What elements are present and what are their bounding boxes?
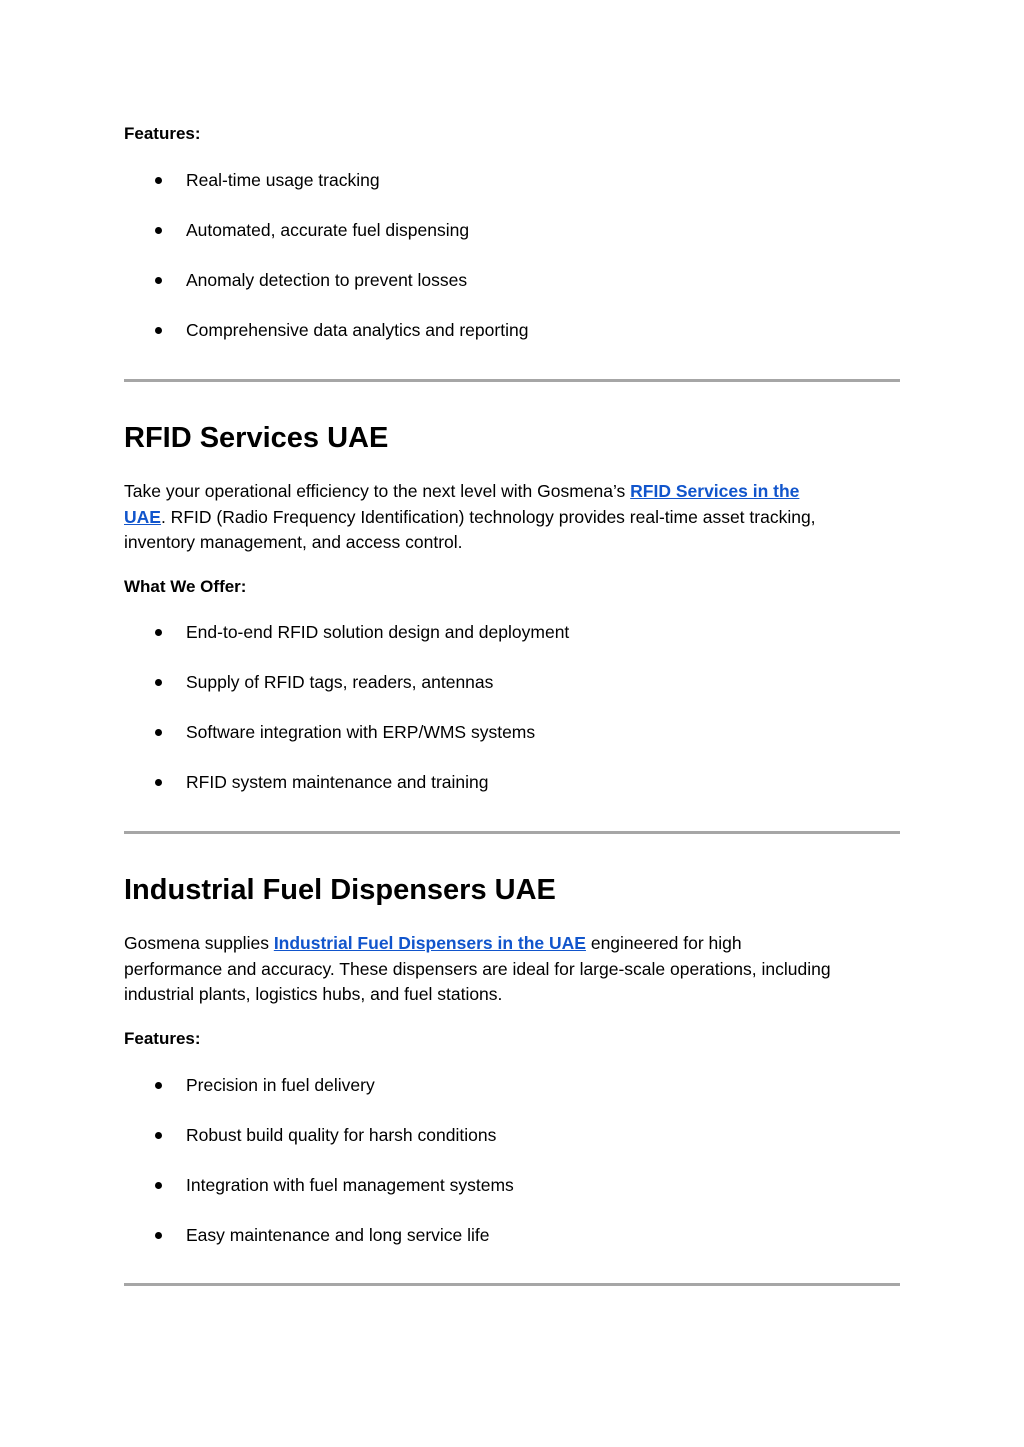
bullet-icon xyxy=(155,1182,162,1189)
list-item: Software integration with ERP/WMS systems xyxy=(124,722,569,772)
bullet-icon xyxy=(155,779,162,786)
list-item: End-to-end RFID solution design and deployment xyxy=(124,622,569,672)
section-title-dispensers: Industrial Fuel Dispensers UAE xyxy=(124,874,556,906)
bullet-icon xyxy=(155,1082,162,1089)
section-title-rfid: RFID Services UAE xyxy=(124,422,389,454)
features-label: Features: xyxy=(124,1029,201,1048)
list-item: Comprehensive data analytics and reporting xyxy=(124,320,528,370)
rfid-services-link[interactable]: RFID Services in the UAE xyxy=(124,481,800,527)
features-label: Features: xyxy=(124,124,201,143)
list-item: Easy maintenance and long service life xyxy=(124,1225,514,1275)
what-we-offer-label: What We Offer: xyxy=(124,577,247,596)
bullet-icon xyxy=(155,629,162,636)
dispensers-intro-paragraph: Gosmena supplies Industrial Fuel Dispensers in the UAE engineered for high performance and accuracy. These dispensers are ideal for large-scale operations, including industrial plants, logistics hubs, and fuel stations. xyxy=(124,933,831,1004)
bullet-icon xyxy=(155,679,162,686)
bullet-icon xyxy=(155,1132,162,1139)
industrial-fuel-dispensers-link[interactable]: Industrial Fuel Dispensers in the UAE xyxy=(273,933,586,953)
horizontal-rule xyxy=(124,831,900,834)
bullet-icon xyxy=(155,177,162,184)
bullet-icon xyxy=(155,327,162,334)
bullet-icon xyxy=(155,227,162,234)
rfid-intro-paragraph: Take your operational efficiency to the next level with Gosmena’s RFID Services in the UAE. RFID (Radio Frequency Identification) technology provides real-time asset tracking, inventory management, and access control. xyxy=(124,481,816,552)
offers-list xyxy=(124,622,569,822)
horizontal-rule xyxy=(124,1283,900,1286)
list-item: Anomaly detection to prevent losses xyxy=(124,270,528,320)
list-item: Robust build quality for harsh conditions xyxy=(124,1125,514,1175)
list-item: Automated, accurate fuel dispensing xyxy=(124,220,528,270)
features-list xyxy=(124,170,528,370)
bullet-icon xyxy=(155,1232,162,1239)
list-item: RFID system maintenance and training xyxy=(124,772,569,822)
dispenser-features-list xyxy=(124,1075,514,1275)
list-item: Precision in fuel delivery xyxy=(124,1075,514,1125)
list-item: Supply of RFID tags, readers, antennas xyxy=(124,672,569,722)
horizontal-rule xyxy=(124,379,900,382)
bullet-icon xyxy=(155,277,162,284)
list-item: Real-time usage tracking xyxy=(124,170,528,220)
list-item: Integration with fuel management systems xyxy=(124,1175,514,1225)
bullet-icon xyxy=(155,729,162,736)
